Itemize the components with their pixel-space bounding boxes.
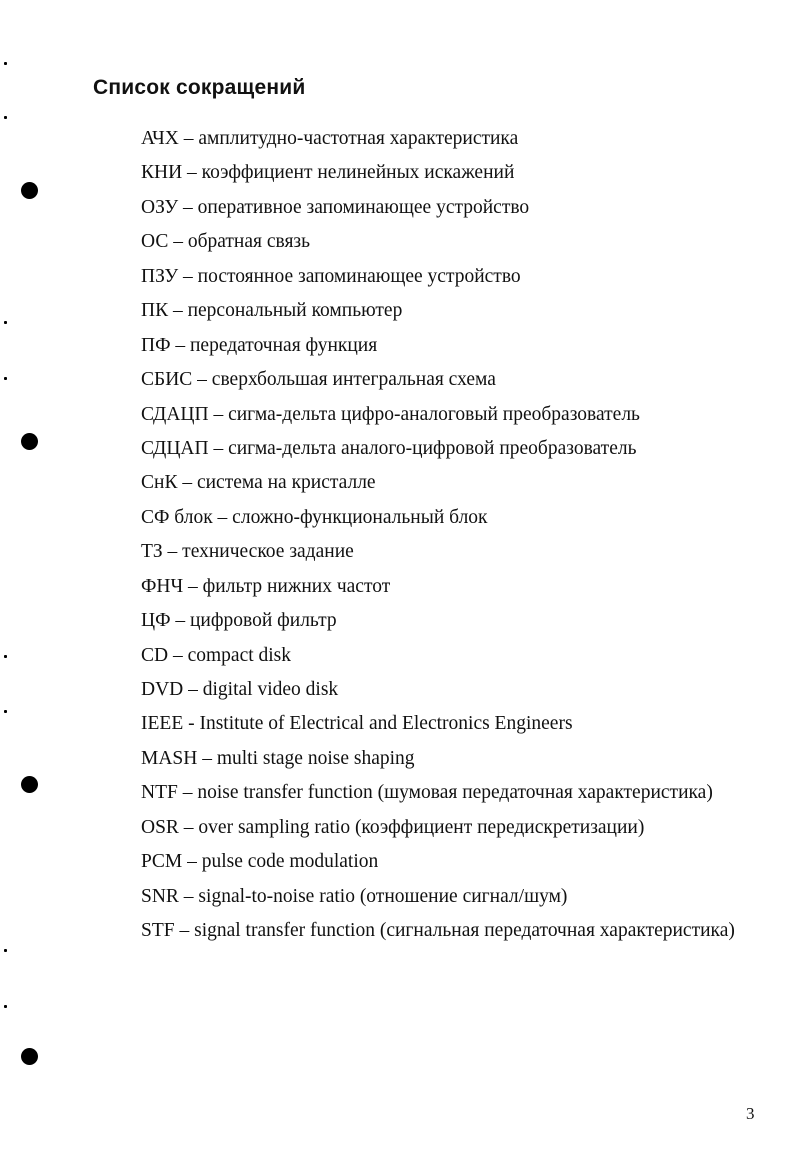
scan-speck <box>4 321 7 324</box>
abbreviation-item: ЦФ – цифровой фильтр <box>141 610 337 632</box>
scan-speck <box>4 116 7 119</box>
abbreviation-item: СФ блок – сложно-функциональный блок <box>141 506 488 528</box>
abbreviation-list <box>141 124 735 951</box>
abbreviation-item: СБИС – сверхбольшая интегральная схема <box>141 369 496 391</box>
abbreviation-item: DVD – digital video disk <box>141 679 339 700</box>
abbreviation-item: NTF – noise transfer function (шумовая передаточная характеристика) <box>141 782 713 804</box>
abbreviation-item: IEEE - Institute of Electrical and Electronics Engineers <box>141 713 573 735</box>
binder-punch-hole <box>21 776 38 793</box>
abbreviation-item: СДЦАП – сигма-дельта аналого-цифровой преобразователь <box>141 437 637 459</box>
abbreviation-item: ОС – обратная связь <box>141 231 311 253</box>
binder-punch-hole <box>21 182 38 199</box>
abbreviation-item: СДАЦП – сигма-дельта цифро-аналоговый преобразователь <box>141 403 640 425</box>
scan-speck <box>4 949 7 952</box>
abbreviation-item: ПЗУ – постоянное запоминающее устройство <box>141 265 521 287</box>
page-number: 3 <box>746 1104 755 1123</box>
abbreviation-item: STF – signal transfer function (сигнальная передаточная характеристика) <box>141 920 735 942</box>
binder-punch-hole <box>21 1048 38 1065</box>
page-title: Список сокращений <box>93 76 306 99</box>
abbreviation-item: АЧХ – амплитудно-частотная характеристика <box>141 128 519 149</box>
abbreviation-item: MASH – multi stage noise shaping <box>141 747 415 769</box>
abbreviation-item: СнК – система на кристалле <box>141 472 376 494</box>
scan-speck <box>4 377 7 380</box>
abbreviation-item: ФНЧ – фильтр нижних частот <box>141 575 391 597</box>
scan-speck <box>4 1005 7 1008</box>
abbreviation-item: ПФ – передаточная функция <box>141 334 378 356</box>
scan-speck <box>4 655 7 658</box>
scan-speck <box>4 710 7 713</box>
abbreviation-item: CD – compact disk <box>141 644 292 666</box>
abbreviation-item: OSR – over sampling ratio (коэффициент передискретизации) <box>141 816 645 838</box>
abbreviation-item: КНИ – коэффициент нелинейных искажений <box>141 162 515 184</box>
abbreviation-item: ПК – персональный компьютер <box>141 300 403 322</box>
binder-punch-hole <box>21 433 38 450</box>
abbreviation-item: ОЗУ – оперативное запоминающее устройство <box>141 196 530 218</box>
abbreviation-item: ТЗ – техническое задание <box>141 541 354 563</box>
scan-speck <box>4 62 7 65</box>
abbreviation-item: SNR – signal-to-noise ratio (отношение сигнал/шум) <box>141 885 568 907</box>
abbreviation-item: PCM – pulse code modulation <box>141 851 379 873</box>
